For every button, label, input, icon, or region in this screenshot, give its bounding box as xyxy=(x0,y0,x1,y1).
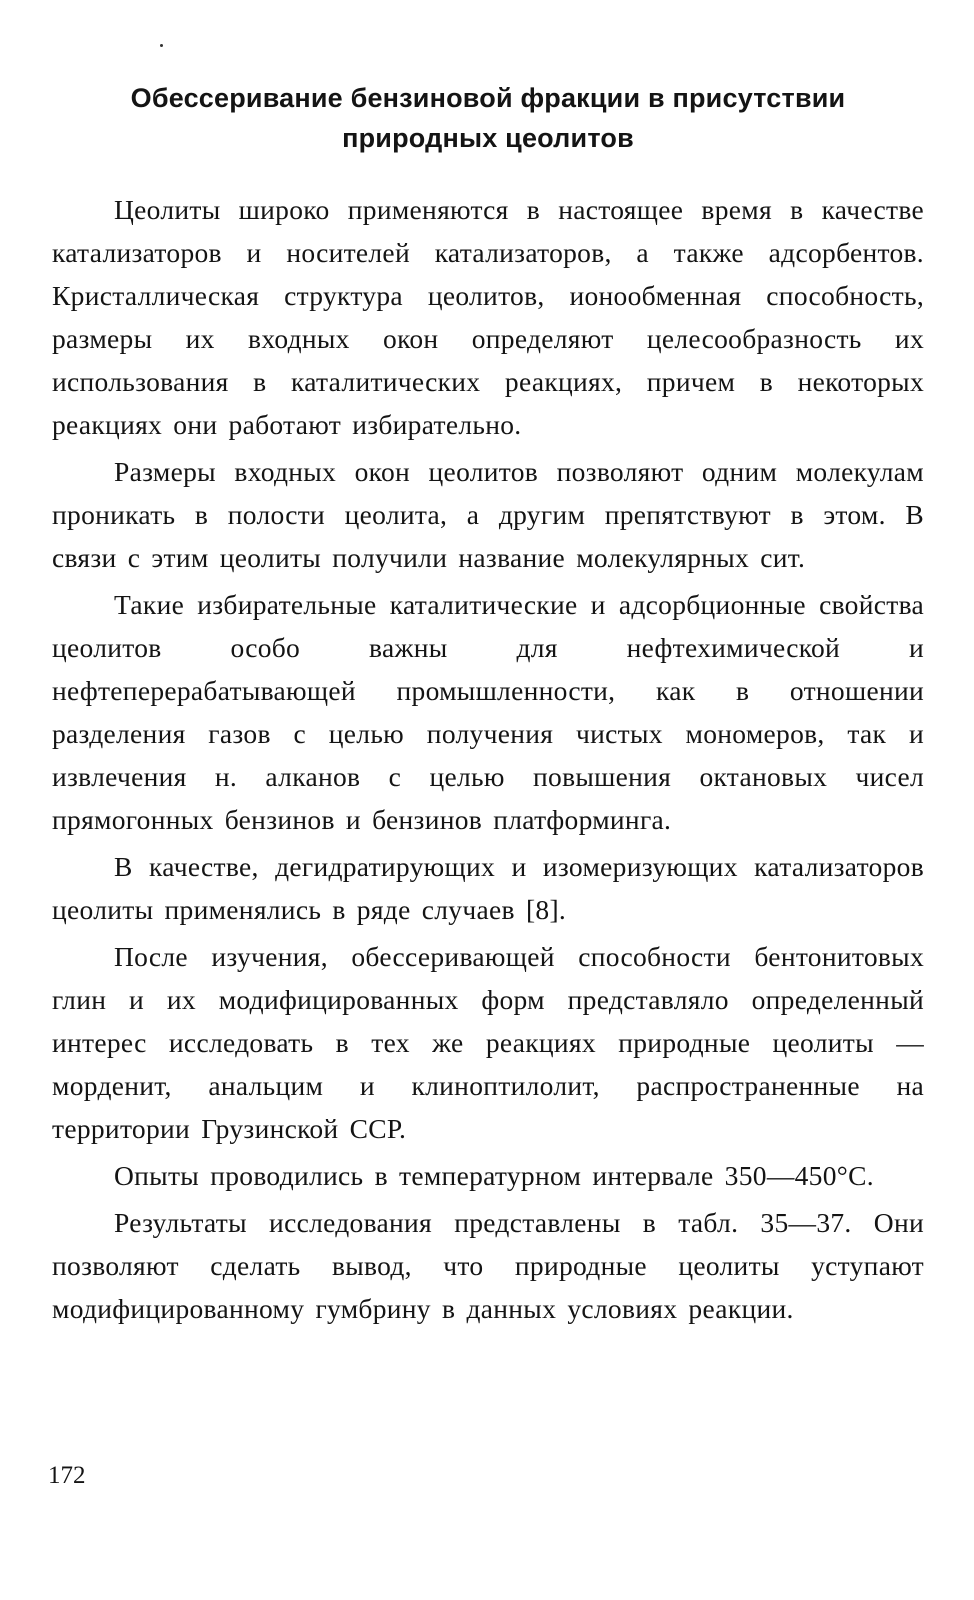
section-title-line-1: Обессеривание бензиновой фракции в присутствии xyxy=(130,83,846,113)
page-number: 172 xyxy=(48,1462,86,1489)
section-title-line-2: природных цеолитов xyxy=(342,123,634,153)
stray-mark xyxy=(160,44,163,47)
paragraph-3: Такие избирательные каталитические и адсорбционные свойства цеолитов особо важны для нефтехимической и нефтеперерабатывающей промышленности, как в отношении разделения газов с целью получения чистых мономеров, так и извлечения н. алканов с целью повышения октановых чисел прямогонных бензинов и бензинов платформинга. xyxy=(52,589,924,835)
paragraph-7: Результаты исследования представлены в табл. 35—37. Они позволяют сделать вывод, что природные цеолиты уступают модифицированному гумбрину в данных условиях реакции. xyxy=(52,1207,924,1324)
paragraph-2: Размеры входных окон цеолитов позволяют одним молекулам проникать в полости цеолита, а другим препятствуют в этом. В связи с этим цеолиты получили название молекулярных сит. xyxy=(52,456,924,573)
paragraph-5: После изучения, обессеривающей способности бентонитовых глин и их модифицированных форм представляло определенный интерес исследовать в тех же реакциях природные цеолиты — морденит, анальцим и клиноптилолит, распространенные на территории Грузинской ССР. xyxy=(52,941,924,1144)
paragraph-4: В качестве, дегидратирующих и изомеризующих катализаторов цеолиты применялись в ряде случаев [8]. xyxy=(52,851,924,925)
page-body xyxy=(52,78,924,1334)
paragraph-1: Цеолиты широко применяются в настоящее время в качестве катализаторов и носителей катализаторов, а также адсорбентов. Кристаллическая структура цеолитов, ионообменная способность, размеры их входных окон определяют целесообразность их использования в каталитических реакциях, причем в некоторых реакциях они работают избирательно. xyxy=(52,194,924,440)
paragraph-6: Опыты проводились в температурном интервале 350—450°C. xyxy=(114,1160,874,1191)
section-title xyxy=(52,78,924,158)
